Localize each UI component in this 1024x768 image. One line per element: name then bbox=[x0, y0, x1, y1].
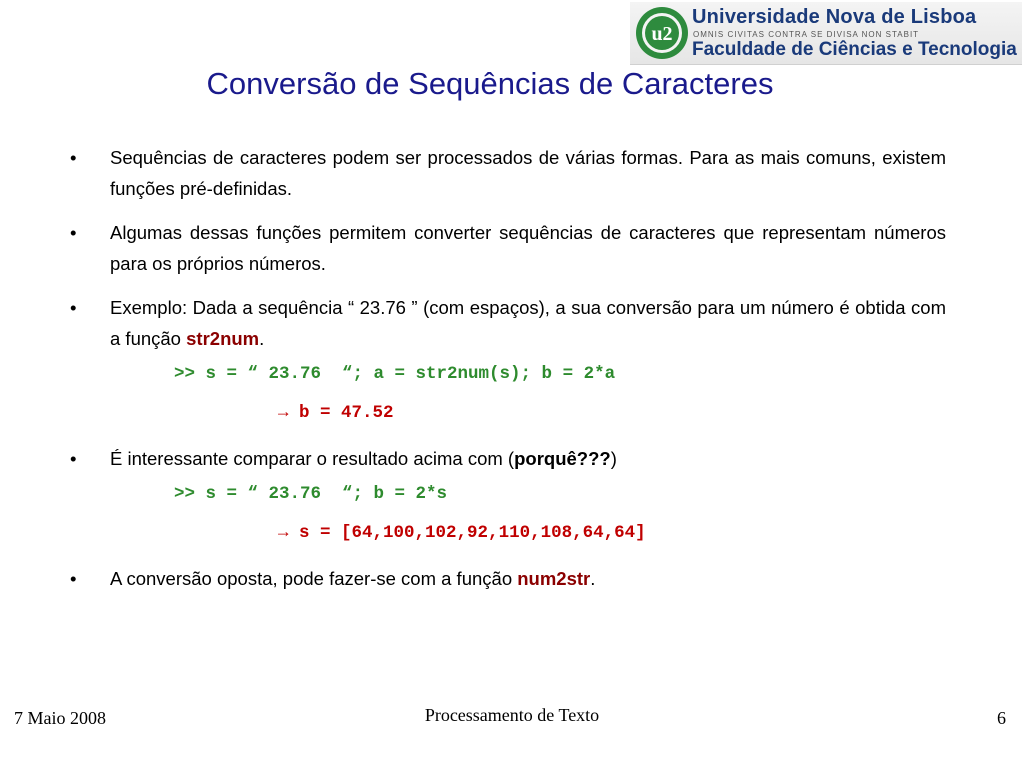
result-text: s = [64,100,102,92,110,108,64,64] bbox=[299, 523, 646, 543]
arrow-icon: → bbox=[278, 403, 289, 423]
bullet-text: Sequências de caracteres podem ser processados de várias formas. Para as mais comuns, existem funções pré-definidas. bbox=[110, 147, 946, 199]
bullet-text: Exemplo: Dada a sequência “ 23.76 ” (com espaços), a sua conversão para um número é obtida com a função bbox=[110, 297, 946, 349]
university-emblem-icon bbox=[634, 5, 690, 61]
bullet-dot: • bbox=[70, 448, 77, 469]
emblem-text: u2 bbox=[651, 23, 673, 45]
logo-motto: OMNIS CIVITAS CONTRA SE DIVISA NON STABIT bbox=[693, 30, 920, 39]
bullet-text: Algumas dessas funções permitem converter sequências de caracteres que representam números para os próprios números. bbox=[110, 222, 946, 274]
result-text: b = 47.52 bbox=[299, 403, 394, 423]
bullet-dot: • bbox=[70, 147, 77, 168]
slide-content bbox=[70, 142, 946, 607]
university-logo bbox=[630, 2, 1022, 65]
bullet-text-end: . bbox=[259, 328, 265, 349]
footer-date: 7 Maio 2008 bbox=[14, 708, 106, 728]
logo-faculty-name: Faculdade de Ciências e Tecnologia bbox=[692, 39, 1017, 60]
bullet-item bbox=[70, 443, 946, 474]
emphasis-porque: porquê??? bbox=[514, 448, 611, 469]
arrow-icon: → bbox=[278, 523, 289, 543]
code-line-2: >> s = “ 23.76 “; b = 2*s bbox=[174, 484, 448, 504]
code-line-1: >> s = “ 23.76 “; a = str2num(s); b = 2*a bbox=[174, 364, 616, 384]
bullet-item bbox=[70, 142, 946, 204]
footer-course: Processamento de Texto bbox=[424, 705, 600, 725]
bullet-dot: • bbox=[70, 568, 77, 589]
bullet-item bbox=[70, 563, 946, 594]
code-result-1 bbox=[278, 401, 1024, 425]
function-name-str2num: str2num bbox=[186, 328, 260, 349]
function-name-num2str: num2str bbox=[517, 568, 591, 589]
slide-title: Conversão de Sequências de Caracteres bbox=[206, 66, 774, 101]
bullet-dot: • bbox=[70, 297, 77, 318]
bullet-text-end: ) bbox=[610, 448, 617, 469]
code-result-2 bbox=[278, 521, 1024, 545]
bullet-text-end: . bbox=[590, 568, 596, 589]
bullet-text: A conversão oposta, pode fazer-se com a função bbox=[110, 568, 518, 589]
logo-university-name: Universidade Nova de Lisboa bbox=[692, 6, 977, 28]
bullet-item bbox=[70, 292, 946, 354]
footer-page-number: 6 bbox=[997, 708, 1006, 728]
bullet-text: É interessante comparar o resultado acima com ( bbox=[110, 448, 515, 469]
bullet-item bbox=[70, 217, 946, 279]
bullet-dot: • bbox=[70, 222, 77, 243]
